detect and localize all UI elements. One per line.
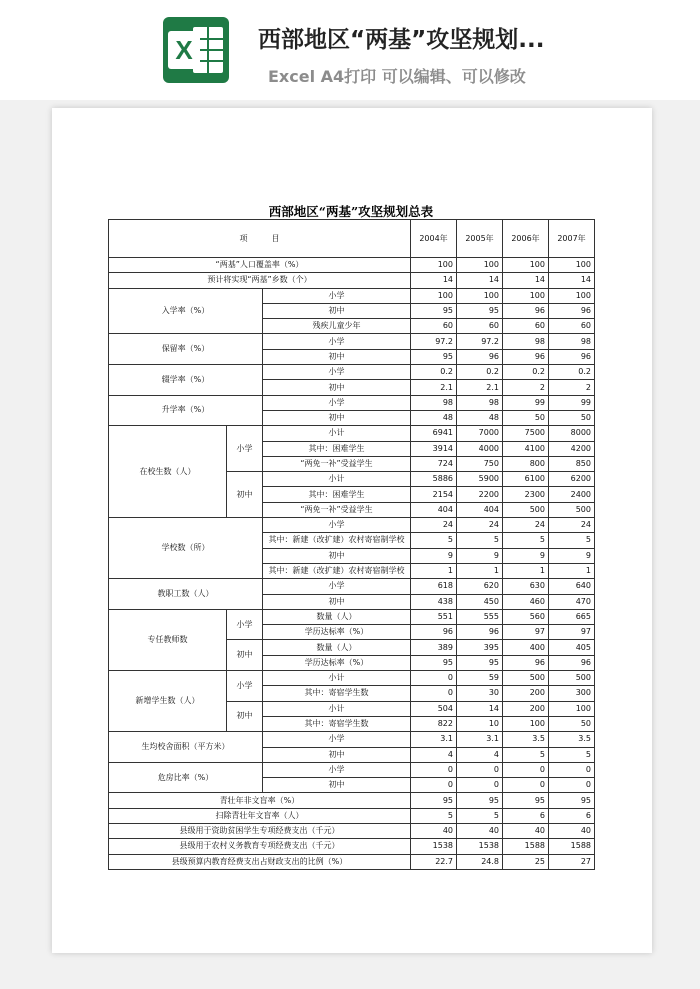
value-cell: 5 (503, 747, 549, 762)
row-label: 初中 (263, 778, 411, 793)
row-label: 初中 (263, 747, 411, 762)
row-label: 其中：寄宿学生数 (263, 716, 411, 731)
value-cell: 0.2 (549, 365, 595, 380)
row-label: 其中：新建（改扩建）农村寄宿制学校 (263, 533, 411, 548)
row-label: 小学 (263, 579, 411, 594)
row-group-label: 新增学生数（人） (109, 671, 227, 732)
value-cell: 3914 (411, 441, 457, 456)
header-year: 2004年 (411, 220, 457, 258)
value-cell: 97 (503, 625, 549, 640)
value-cell: 40 (503, 823, 549, 838)
table-row (109, 334, 595, 349)
value-cell: 96 (457, 625, 503, 640)
value-cell: 97.2 (457, 334, 503, 349)
value-cell: 25 (503, 854, 549, 869)
table-row (109, 273, 595, 288)
table-row (109, 671, 595, 686)
row-label: 小计 (263, 472, 411, 487)
value-cell: 665 (549, 609, 595, 624)
value-cell: 555 (457, 609, 503, 624)
value-cell: 1 (503, 563, 549, 578)
value-cell: 96 (457, 349, 503, 364)
row-label: 其中：困难学生 (263, 487, 411, 502)
value-cell: 100 (549, 288, 595, 303)
value-cell: 5 (457, 808, 503, 823)
row-label: 小学 (263, 762, 411, 777)
value-cell: 24.8 (457, 854, 503, 869)
row-group-label: 保留率（%） (109, 334, 263, 365)
value-cell: 97 (549, 625, 595, 640)
value-cell: 9 (411, 548, 457, 563)
table-title: 西部地区“两基”攻坚规划总表 (268, 204, 434, 219)
value-cell: 0 (457, 762, 503, 777)
value-cell: 450 (457, 594, 503, 609)
value-cell: 5 (411, 533, 457, 548)
value-cell: 2 (503, 380, 549, 395)
row-group-label: 专任教师数 (109, 609, 227, 670)
row-label: 学历达标率（%） (263, 655, 411, 670)
value-cell: 400 (503, 640, 549, 655)
row-label: 小学 (263, 732, 411, 747)
value-cell: 0.2 (503, 365, 549, 380)
value-cell: 500 (503, 502, 549, 517)
value-cell: 5 (503, 533, 549, 548)
row-group-label: 学校数（所） (109, 518, 263, 579)
value-cell: 300 (549, 686, 595, 701)
value-cell: 404 (457, 502, 503, 517)
row-group-label: 辍学率（%） (109, 365, 263, 396)
row-label: 初中 (263, 594, 411, 609)
value-cell: 96 (503, 349, 549, 364)
value-cell: 100 (457, 288, 503, 303)
value-cell: 1538 (411, 839, 457, 854)
value-cell: 551 (411, 609, 457, 624)
value-cell: 6200 (549, 472, 595, 487)
row-label: 小学 (263, 365, 411, 380)
value-cell: 6 (549, 808, 595, 823)
value-cell: 3.1 (457, 732, 503, 747)
row-label: 小计 (263, 671, 411, 686)
row-group-label: 小学 (227, 426, 263, 472)
value-cell: 2154 (411, 487, 457, 502)
row-group-label: 升学率（%） (109, 395, 263, 426)
row-label: 扫除青壮年文盲率（人） (109, 808, 411, 823)
value-cell: 6 (503, 808, 549, 823)
row-group-label: 小学 (227, 609, 263, 640)
header-year: 2007年 (549, 220, 595, 258)
document-subtitle: Excel A4打印 可以编辑、可以修改 (268, 67, 526, 86)
value-cell: 24 (549, 518, 595, 533)
row-group-label: 小学 (227, 671, 263, 702)
table-row (109, 288, 595, 303)
value-cell: 620 (457, 579, 503, 594)
row-label: 初中 (263, 349, 411, 364)
value-cell: 50 (503, 410, 549, 425)
value-cell: 500 (503, 671, 549, 686)
value-cell: 405 (549, 640, 595, 655)
value-cell: 7000 (457, 426, 503, 441)
value-cell: 200 (503, 686, 549, 701)
row-label: 小计 (263, 426, 411, 441)
row-label: 县级用于资助贫困学生专项经费支出（千元） (109, 823, 411, 838)
value-cell: 9 (549, 548, 595, 563)
value-cell: 99 (549, 395, 595, 410)
value-cell: 2.1 (457, 380, 503, 395)
row-group-label: 入学率（%） (109, 288, 263, 334)
row-label: “两免一补”受益学生 (263, 456, 411, 471)
value-cell: 0 (411, 686, 457, 701)
value-cell: 618 (411, 579, 457, 594)
row-label: 小学 (263, 518, 411, 533)
table-row (109, 793, 595, 808)
row-label: 小学 (263, 334, 411, 349)
value-cell: 460 (503, 594, 549, 609)
value-cell: 14 (457, 701, 503, 716)
value-cell: 850 (549, 456, 595, 471)
table-row (109, 854, 595, 869)
value-cell: 4000 (457, 441, 503, 456)
header-item: 项 目 (109, 220, 411, 258)
value-cell: 3.5 (549, 732, 595, 747)
excel-icon (163, 17, 229, 83)
row-label: “两免一补”受益学生 (263, 502, 411, 517)
value-cell: 40 (457, 823, 503, 838)
value-cell: 0 (503, 778, 549, 793)
value-cell: 59 (457, 671, 503, 686)
value-cell: 2 (549, 380, 595, 395)
row-label: 小学 (263, 395, 411, 410)
value-cell: 9 (503, 548, 549, 563)
value-cell: 5 (549, 533, 595, 548)
value-cell: 500 (549, 671, 595, 686)
row-label: 初中 (263, 548, 411, 563)
row-label: 残疾儿童少年 (263, 319, 411, 334)
row-label: 学历达标率（%） (263, 625, 411, 640)
value-cell: 24 (457, 518, 503, 533)
value-cell: 3.5 (503, 732, 549, 747)
value-cell: 99 (503, 395, 549, 410)
value-cell: 100 (411, 288, 457, 303)
value-cell: 95 (457, 303, 503, 318)
value-cell: 96 (549, 303, 595, 318)
value-cell: 100 (503, 258, 549, 273)
value-cell: 24 (503, 518, 549, 533)
header-row (109, 220, 595, 258)
row-group-label: 初中 (227, 640, 263, 671)
row-label: 小计 (263, 701, 411, 716)
value-cell: 98 (503, 334, 549, 349)
value-cell: 404 (411, 502, 457, 517)
value-cell: 50 (549, 410, 595, 425)
value-cell: 1588 (549, 839, 595, 854)
table-row (109, 395, 595, 410)
row-label: 青壮年非文盲率（%） (109, 793, 411, 808)
table-row (109, 609, 595, 624)
value-cell: 96 (549, 655, 595, 670)
value-cell: 14 (411, 273, 457, 288)
value-cell: 97.2 (411, 334, 457, 349)
value-cell: 2.1 (411, 380, 457, 395)
value-cell: 7500 (503, 426, 549, 441)
value-cell: 0 (503, 762, 549, 777)
value-cell: 98 (411, 395, 457, 410)
value-cell: 14 (457, 273, 503, 288)
row-label: “两基”人口覆盖率（%） (109, 258, 411, 273)
value-cell: 5886 (411, 472, 457, 487)
table-row (109, 732, 595, 747)
value-cell: 500 (549, 502, 595, 517)
value-cell: 640 (549, 579, 595, 594)
value-cell: 1 (457, 563, 503, 578)
plan-table (108, 219, 595, 870)
row-label: 县级用于农村义务教育专项经费支出（千元） (109, 839, 411, 854)
value-cell: 95 (503, 793, 549, 808)
value-cell: 2400 (549, 487, 595, 502)
value-cell: 0.2 (457, 365, 503, 380)
value-cell: 9 (457, 548, 503, 563)
value-cell: 560 (503, 609, 549, 624)
value-cell: 750 (457, 456, 503, 471)
row-group-label: 在校生数（人） (109, 426, 227, 518)
value-cell: 100 (503, 288, 549, 303)
value-cell: 14 (549, 273, 595, 288)
value-cell: 200 (503, 701, 549, 716)
value-cell: 95 (549, 793, 595, 808)
row-label: 其中：寄宿学生数 (263, 686, 411, 701)
value-cell: 6100 (503, 472, 549, 487)
table-row (109, 808, 595, 823)
value-cell: 95 (457, 793, 503, 808)
value-cell: 60 (457, 319, 503, 334)
value-cell: 0.2 (411, 365, 457, 380)
row-group-label: 危房比率（%） (109, 762, 263, 793)
value-cell: 5 (411, 808, 457, 823)
value-cell: 96 (411, 625, 457, 640)
value-cell: 48 (457, 410, 503, 425)
value-cell: 0 (411, 671, 457, 686)
row-label: 初中 (263, 303, 411, 318)
table-row (109, 365, 595, 380)
value-cell: 95 (457, 655, 503, 670)
value-cell: 504 (411, 701, 457, 716)
table-row (109, 762, 595, 777)
row-label: 数量（人） (263, 640, 411, 655)
value-cell: 24 (411, 518, 457, 533)
row-label: 初中 (263, 410, 411, 425)
table-row (109, 579, 595, 594)
header-year: 2006年 (503, 220, 549, 258)
value-cell: 100 (411, 258, 457, 273)
value-cell: 8000 (549, 426, 595, 441)
value-cell: 4 (457, 747, 503, 762)
row-group-label: 初中 (227, 701, 263, 732)
value-cell: 27 (549, 854, 595, 869)
value-cell: 6941 (411, 426, 457, 441)
table-row (109, 839, 595, 854)
value-cell: 800 (503, 456, 549, 471)
value-cell: 1588 (503, 839, 549, 854)
value-cell: 389 (411, 640, 457, 655)
value-cell: 48 (411, 410, 457, 425)
value-cell: 40 (411, 823, 457, 838)
value-cell: 100 (549, 701, 595, 716)
table-row (109, 518, 595, 533)
value-cell: 10 (457, 716, 503, 731)
value-cell: 5900 (457, 472, 503, 487)
row-group-label: 初中 (227, 472, 263, 518)
row-label: 其中：新建（改扩建）农村寄宿制学校 (263, 563, 411, 578)
value-cell: 95 (411, 349, 457, 364)
value-cell: 4200 (549, 441, 595, 456)
row-group-label: 教职工数（人） (109, 579, 263, 610)
row-label: 预计将实现“两基”乡数（个） (109, 273, 411, 288)
value-cell: 2300 (503, 487, 549, 502)
value-cell: 40 (549, 823, 595, 838)
value-cell: 100 (503, 716, 549, 731)
row-label: 县级预算内教育经费支出占财政支出的比例（%） (109, 854, 411, 869)
excel-letter: X (168, 31, 200, 69)
value-cell: 95 (411, 793, 457, 808)
value-cell: 96 (503, 303, 549, 318)
value-cell: 96 (503, 655, 549, 670)
value-cell: 724 (411, 456, 457, 471)
value-cell: 5 (457, 533, 503, 548)
value-cell: 98 (457, 395, 503, 410)
value-cell: 100 (457, 258, 503, 273)
value-cell: 4100 (503, 441, 549, 456)
value-cell: 822 (411, 716, 457, 731)
value-cell: 1 (549, 563, 595, 578)
table-row (109, 823, 595, 838)
value-cell: 395 (457, 640, 503, 655)
value-cell: 4 (411, 747, 457, 762)
value-cell: 30 (457, 686, 503, 701)
row-group-label: 生均校舍面积（平方米） (109, 732, 263, 763)
value-cell: 1538 (457, 839, 503, 854)
row-label: 初中 (263, 380, 411, 395)
value-cell: 470 (549, 594, 595, 609)
value-cell: 0 (411, 778, 457, 793)
value-cell: 22.7 (411, 854, 457, 869)
row-label: 其中：困难学生 (263, 441, 411, 456)
value-cell: 60 (549, 319, 595, 334)
value-cell: 14 (503, 273, 549, 288)
value-cell: 5 (549, 747, 595, 762)
table-row (109, 258, 595, 273)
value-cell: 95 (411, 655, 457, 670)
value-cell: 0 (549, 778, 595, 793)
header-year: 2005年 (457, 220, 503, 258)
row-label: 小学 (263, 288, 411, 303)
value-cell: 0 (457, 778, 503, 793)
value-cell: 100 (549, 258, 595, 273)
value-cell: 95 (411, 303, 457, 318)
value-cell: 1 (411, 563, 457, 578)
value-cell: 96 (549, 349, 595, 364)
value-cell: 438 (411, 594, 457, 609)
value-cell: 0 (411, 762, 457, 777)
page-header (0, 0, 700, 100)
value-cell: 60 (503, 319, 549, 334)
value-cell: 0 (549, 762, 595, 777)
value-cell: 60 (411, 319, 457, 334)
value-cell: 2200 (457, 487, 503, 502)
table-row (109, 426, 595, 441)
value-cell: 630 (503, 579, 549, 594)
value-cell: 98 (549, 334, 595, 349)
document-title: 西部地区“两基”攻坚规划... (258, 27, 545, 53)
value-cell: 50 (549, 716, 595, 731)
row-label: 数量（人） (263, 609, 411, 624)
value-cell: 3.1 (411, 732, 457, 747)
